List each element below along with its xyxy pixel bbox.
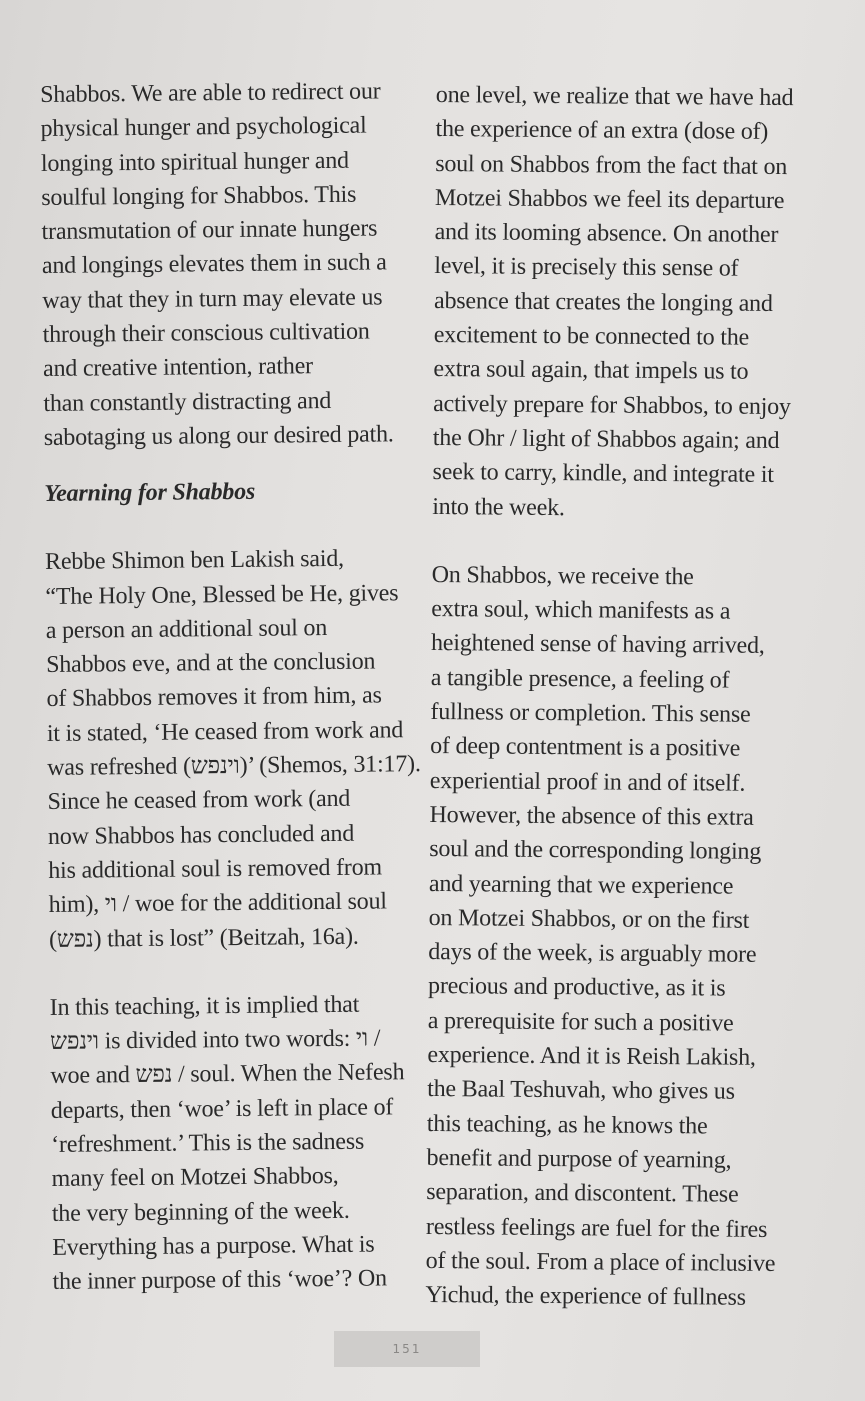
text-line: the very beginning of the week. [51,1197,350,1227]
text-line: sabotaging us along our desired path. [43,421,394,451]
text-line: now Shabbos has concluded and [47,820,355,850]
text-line: separation, and discontent. These [426,1179,739,1208]
intro-paragraph [40,74,419,455]
text-line: on Motzei Shabbos, or on the first [428,904,750,934]
section-heading: Yearning for Shabbos [44,479,256,508]
text-line: and creative intention, rather [42,353,314,383]
text-line: “The Holy One, Blessed be He, gives [45,579,399,610]
teaching-paragraph [50,987,428,1300]
spacer [432,524,824,561]
spacer [45,507,420,545]
text-line: experience. And it is Reish Lakish, [427,1041,756,1071]
text-line: a prerequisite for such a positive [427,1007,734,1037]
text-line: absence that creates the longing and [433,287,773,317]
text-line: and yearning that we experience [428,870,734,900]
text-line: However, the absence of this extra [429,801,754,831]
text-line: וינפש is divided into two words: וי / [49,1025,381,1056]
text-line: transmutation of our innate hungers [41,215,378,246]
text-line: fullness or completion. This sense [430,699,751,728]
text-line: through their conscious cultivation [42,318,370,349]
text-line: Yichud, the experience of fullness [425,1282,746,1311]
text-line: excitement to be connected to the [433,322,750,351]
text-line: In this teaching, it is implied that [49,991,360,1021]
quote-paragraph [45,541,424,956]
text-line: Motzei Shabbos we feel its departure [434,184,785,214]
left-column [40,74,428,1299]
text-line: of deep contentment is a positive [430,733,741,763]
text-line: seek to carry, kindle, and integrate it [432,459,774,489]
text-line: longing into spiritual hunger and [40,147,350,177]
text-line: the Baal Teshuvah, who gives us [427,1076,735,1105]
text-line: many feel on Motzei Shabbos, [51,1163,339,1193]
spacer [49,953,424,991]
text-line: restless feelings are fuel for the fires [425,1213,768,1243]
text-line: ‘refreshment.’ This is the sadness [51,1128,365,1158]
text-line: this teaching, as he knows the [426,1110,708,1140]
text-line: into the week. [432,493,565,521]
text-line: Everything has a purpose. What is [52,1231,375,1261]
text-line: Shabbos. We are able to redirect our [40,78,381,108]
text-line: precious and productive, as it is [427,973,726,1002]
text-line: Shabbos eve, and at the conclusion [46,648,376,679]
text-line: physical hunger and psychological [40,112,367,143]
text-line: and longings elevates them in such a [41,249,387,280]
text-line: the inner purpose of this ‘woe’? On [52,1265,387,1296]
contentment-paragraph [425,558,824,1316]
text-line: soul and the corresponding longing [429,836,762,866]
text-line: woe and נפש / soul. When the Nefesh [50,1059,405,1090]
text-line: extra soul, which manifests as a [431,596,731,625]
text-line: a person an additional soul on [45,614,328,644]
text-line: the experience of an extra (dose of) [435,116,769,146]
text-line: of Shabbos removes it from him, as [46,682,382,713]
text-line: Since he ceased from work (and [47,786,351,816]
text-line: was refreshed (וינפש)’ (Shemos, 31:17). [47,751,421,782]
text-line: a tangible presence, a feeling of [430,664,730,694]
page-number: 151 [334,1331,480,1367]
text-line: him), וי / woe for the additional soul [48,888,387,919]
text-line: than constantly distracting and [43,387,332,417]
text-line: soul on Shabbos from the fact that on [435,150,788,180]
text-line: Rebbe Shimon ben Lakish said, [44,546,345,576]
text-line: soulful longing for Shabbos. This [41,181,357,211]
text-line: it is stated, ‘He ceased from work and [46,716,404,747]
text-line: of the soul. From a place of inclusive [425,1247,776,1277]
text-line: level, it is precisely this sense of [434,253,739,283]
text-line: (נפש) that is lost” (Beitzah, 16a). [48,923,359,953]
text-line: heightened sense of having arrived, [430,630,765,660]
text-line: and its looming absence. On another [434,219,779,249]
text-line: experiential proof in and of itself. [429,767,746,797]
text-line: On Shabbos, we receive the [431,561,694,591]
text-line: extra soul again, that impels us to [433,356,749,386]
text-line: departs, then ‘woe’ is left in place of [50,1094,394,1124]
continuation-paragraph [432,78,828,527]
text-line: benefit and purpose of yearning, [426,1144,732,1174]
text-line: actively prepare for Shabbos, to enjoy [433,390,791,420]
right-column [425,78,828,1316]
text-line: way that they in turn may elevate us [42,284,383,314]
text-line: days of the week, is arguably more [428,939,757,968]
text-line: one level, we realize that we have had [435,81,794,112]
text-line: the Ohr / light of Shabbos again; and [432,424,780,454]
text-line: his additional soul is removed from [48,854,383,884]
